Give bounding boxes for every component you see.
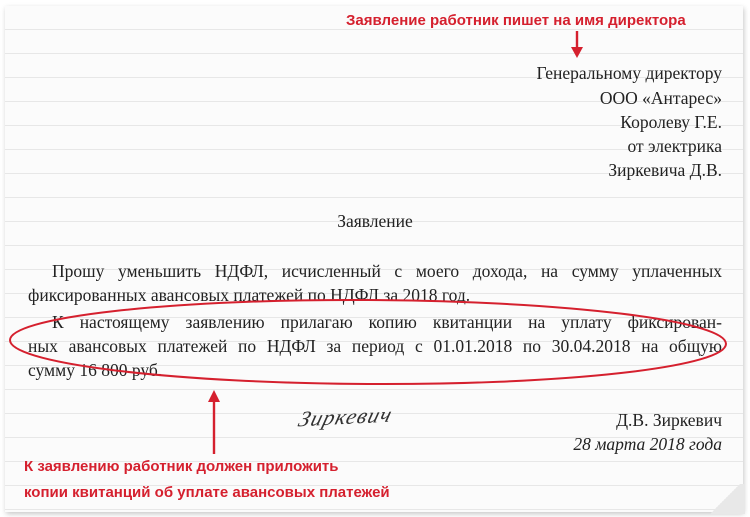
- document-title: Заявление: [337, 211, 413, 231]
- paragraph-2-line-2: ных авансовых платежей по НДФЛ за период с 01.01.2018 по 30.04.2018 на общую: [28, 336, 722, 356]
- paragraph-2-line-1: К настоящему заявлению прилагаю копию квитанции на уплату фиксирован-: [52, 312, 722, 332]
- arrow-down-icon: [571, 31, 583, 58]
- annotation-bottom-line-2: копии квитанций об уплате авансовых платежей: [24, 484, 390, 501]
- paragraph-1-line-1: Прошу уменьшить НДФЛ, исчисленный с моего дохода, на сумму уплаченных: [52, 261, 722, 281]
- paragraph-2-line-3: сумму 16 800 руб.: [28, 360, 163, 380]
- handwritten-signature: Зиркевич: [296, 401, 396, 432]
- addressee-line-5: Зиркевича Д.В.: [608, 160, 722, 180]
- signature-date: 28 марта 2018 года: [573, 434, 722, 454]
- paragraph-1-line-2: фиксированных авансовых платежей по НДФЛ за 2018 год.: [28, 285, 471, 305]
- highlight-ellipse: [10, 298, 726, 386]
- addressee-line-4: от электрика: [627, 136, 722, 156]
- addressee-line-3: Королеву Г.Е.: [620, 112, 722, 132]
- addressee-line-2: ООО «Антарес»: [599, 88, 722, 108]
- annotation-bottom-line-1: К заявлению работник должен приложить: [24, 458, 339, 475]
- annotation-top: Заявление работник пишет на имя директора: [346, 12, 686, 29]
- arrow-up-icon: [208, 390, 220, 454]
- signer-name: Д.В. Зиркевич: [616, 410, 722, 430]
- addressee-line-1: Генеральному директору: [536, 63, 722, 83]
